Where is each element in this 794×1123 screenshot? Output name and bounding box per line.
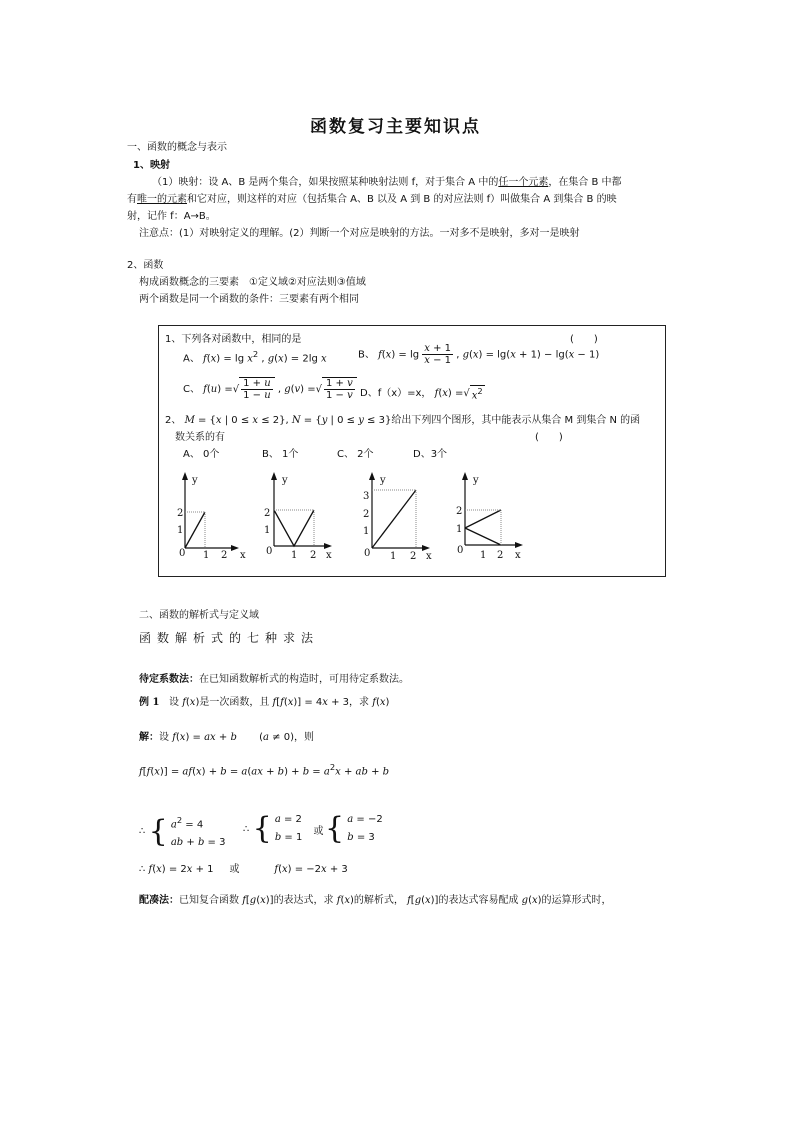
tick-y-1: 1 [456,524,463,535]
option-d: D、f（x）=x， f(x) =√ $x^2$ [360,385,483,402]
x-axis-arrow [324,543,332,549]
graph-line [185,512,205,548]
tick-y-3: 3 [363,491,370,502]
tick-y-2: 2 [363,509,370,520]
question-2-answer-blank: ( ) [535,432,563,443]
option-b: B、 f(x) = lg $\frac{x + 1}{x - 1}$ , g(x) = lg(x + 1) − lg(x − 1) [358,343,600,366]
y-label: y [380,475,386,486]
tick-y-1: 1 [363,526,370,537]
tick-x-1: 1 [480,550,487,561]
solution-result: ∴ f(x) = 2x + 1 或 f(x) = −2x + 3 [139,864,348,875]
graph-3 [360,468,445,564]
underlined-term: 唯一的元素 [137,194,187,205]
y-axis-arrow [369,472,375,480]
tick-y-2: 2 [264,508,271,519]
question-2: 2、 M = {x | 0 ≤ x ≤ 2}, N = {y | 0 ≤ y ≤ 3}给出下列四个图形，其中能表示从集合 M 到集合 N 的函 [165,415,641,426]
y-axis-arrow [182,472,188,480]
tick-y-2: 2 [456,506,463,517]
x-label: x [515,550,521,561]
question-1-answer-blank: ( ) [570,334,598,345]
question-1: 1、下列各对函数中，相同的是 [165,334,302,345]
tick-y-1: 1 [177,525,184,536]
example-1: 例 1 设 f(x)是一次函数，且 f[f(x)] = 4x + 3，求 f(x) [139,697,390,708]
option-c: C、 f(u) =√ $\frac{1 + u}{1 - u}$ , g(v) =√ $\frac{1 + v}{1 - v}$ [183,377,357,401]
three-elements: 构成函数概念的三要素 ①定义域②对应法则③值域 [139,277,366,288]
origin: 0 [179,548,186,559]
system-2: ∴ { a = 2 b = 1 或 [243,811,324,846]
x-axis-arrow [231,545,239,551]
option-d-formula: f [434,388,439,399]
choice-b: B、 1个 [262,449,299,460]
mapping-def-line2: 有唯一的元素和它对应，则这样的对应（包括集合 A、B 以及 A 到 B 的对应法则 f）叫做集合 A 到集合 B 的映 [127,194,617,205]
tick-x-1: 1 [390,551,397,562]
y-axis-arrow [462,472,468,480]
tick-x-1: 1 [291,550,298,561]
option-a-formula: f [203,353,207,365]
y-label: y [473,475,479,486]
method-undetermined-coefficients: 待定系数法：在已知函数解析式的构造时，可用待定系数法。 [139,674,409,685]
seven-methods-heading: 函数解析式的七种求法 [139,631,320,645]
subsection-mapping: 1、映射 [133,160,170,171]
tick-x-1: 1 [203,550,210,561]
mapping-def-line1: （1）映射：设 A、B 是两个集合，如果按照某种映射法则 f，对于集合 A 中的任一个元素，在集合 B 中都 [152,177,622,188]
section-2-heading: 二、函数的解析式与定义域 [139,610,259,621]
graph-1 [170,468,255,564]
section-1-heading: 一、函数的概念与表示 [127,142,227,153]
option-c-formula: f [203,384,207,395]
solution-line-1: 解：设 f(x) = ax + b (a ≠ 0)，则 [139,732,314,743]
origin: 0 [266,546,273,557]
graph-line [372,490,416,548]
y-label: y [192,475,198,486]
y-label: y [282,475,288,486]
system-3: { a = −2 b = 3 [325,811,383,846]
tick-y-2: 2 [177,508,184,519]
mapping-note: 注意点：(1）对映射定义的理解。(2）判断一个对应是映射的方法。一对多不是映射，多对一是映射 [139,228,580,239]
tick-x-2: 2 [410,551,417,562]
graph-4 [453,468,538,564]
graph-line-upper [465,510,501,528]
origin: 0 [364,548,371,559]
solution-line-2: $f[f(x)] = af(x) + b = a(ax + b) + b = a^2x$ + ab + b [139,762,390,778]
x-label: x [240,550,246,561]
choice-d: D、3个 [413,449,448,460]
tick-x-2: 2 [310,550,317,561]
mapping-def-line3: 射，记作 f：A→B。 [127,211,216,222]
choice-c: C、 2个 [337,449,374,460]
underlined-term: 任一个元素 [498,177,549,188]
x-axis-arrow [515,542,523,548]
graph-2 [262,468,347,564]
x-label: x [426,551,432,562]
tick-x-2: 2 [221,550,228,561]
origin: 0 [457,545,464,556]
x-label: x [326,550,332,561]
option-b-formula: f [378,349,382,361]
tick-y-1: 1 [264,525,271,536]
choice-a: A、 0个 [183,449,220,460]
tick-x-2: 2 [497,550,504,561]
method-matching: 配凑法：已知复合函数 f[g(x)]的表达式，求 f(x)的解析式， f[g(x)]的表达式容易配成 g(x)的运算形式时， [139,895,612,906]
graph-line-lower [465,528,501,545]
question-2-line2: 数关系的有 [175,432,225,443]
same-function-condition: 两个函数是同一个函数的条件：三要素有两个相同 [139,294,359,305]
page-title: 函数复习主要知识点 [310,117,481,137]
system-1: ∴ { $a^2 = 4$ ab + b = 3 [139,813,226,849]
graph-line [274,510,314,546]
subsection-function: 2、函数 [127,260,164,271]
y-axis-arrow [271,472,277,480]
option-a: A、 $f(x) = \lg x^2$ , g(x) = 2lg x [183,349,327,365]
